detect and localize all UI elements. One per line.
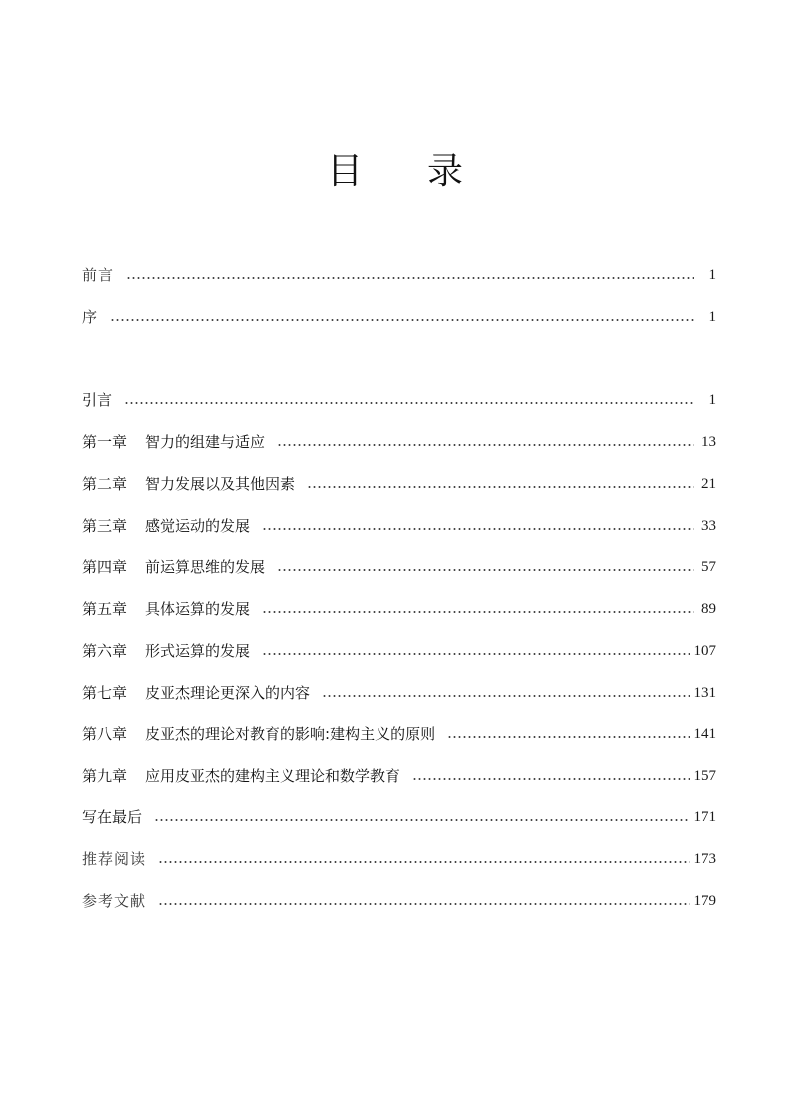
toc-entry-label: 应用皮亚杰的建构主义理论和数学教育: [145, 767, 401, 785]
dot-leader: [124, 402, 694, 404]
toc-entry-chapter-6[interactable]: [82, 640, 716, 662]
toc-page-number: 171: [693, 809, 716, 825]
toc-chapter-number: 第一章: [82, 433, 128, 451]
toc-entry-label: 写在最后: [82, 808, 143, 826]
dot-leader: [154, 819, 689, 821]
toc-entry-label: 引言: [82, 391, 113, 409]
toc-chapter-number: 第四章: [82, 558, 128, 576]
toc-entry-label: 前运算思维的发展: [145, 558, 266, 576]
toc-entry-chapter-4[interactable]: [82, 556, 716, 578]
dot-leader: [110, 319, 694, 321]
dot-leader: [158, 903, 689, 905]
dot-leader: [262, 528, 694, 530]
toc-entry-label: 参考文献: [82, 892, 147, 910]
dot-leader: [322, 695, 689, 697]
toc-page-number: 33: [701, 518, 716, 534]
dot-leader: [412, 778, 689, 780]
dot-leader: [126, 277, 694, 279]
title-part-2: 录: [427, 151, 464, 192]
toc-page-number: 173: [693, 851, 716, 867]
toc-entry-preface[interactable]: [82, 264, 716, 286]
dot-leader: [262, 653, 689, 655]
dot-leader: [307, 486, 694, 488]
toc-entry-label: 皮亚杰理论更深入的内容: [145, 684, 311, 702]
toc-entry-label: 前言: [82, 266, 115, 284]
toc-entry-label: 智力发展以及其他因素: [145, 475, 296, 493]
dot-leader: [277, 444, 694, 446]
toc-chapter-number: 第三章: [82, 517, 128, 535]
toc-page-number: 57: [701, 559, 716, 575]
toc-page-number: 141: [693, 726, 716, 742]
toc-entry-label: 序: [82, 308, 99, 326]
toc-entry-chapter-5[interactable]: [82, 598, 716, 620]
toc-entry-chapter-2[interactable]: [82, 473, 716, 495]
toc-page-number: 13: [701, 434, 716, 450]
toc-page-number: 89: [701, 601, 716, 617]
toc-entry-foreword[interactable]: [82, 306, 716, 328]
toc-page-number: 107: [693, 643, 716, 659]
page-title: [0, 150, 790, 194]
toc-page-number: 131: [693, 685, 716, 701]
toc-chapter-number: 第二章: [82, 475, 128, 493]
toc-entry-label: 智力的组建与适应: [145, 433, 266, 451]
toc-page-number: 157: [693, 768, 716, 784]
toc-page-number: 179: [693, 893, 716, 909]
toc-entry-references[interactable]: [82, 890, 716, 912]
toc-chapter-number: 第六章: [82, 642, 128, 660]
dot-leader: [277, 569, 694, 571]
toc-chapter-number: 第七章: [82, 684, 128, 702]
toc-entry-label: 推荐阅读: [82, 850, 147, 868]
toc-chapter-number: 第九章: [82, 767, 128, 785]
toc-entry-label: 皮亚杰的理论对教育的影响:建构主义的原则: [145, 725, 436, 743]
toc-chapter-number: 第八章: [82, 725, 128, 743]
toc-entry-introduction[interactable]: [82, 389, 716, 411]
toc-entry-chapter-8[interactable]: [82, 723, 716, 745]
toc-entry-label: 形式运算的发展: [145, 642, 251, 660]
toc-page-number: 21: [701, 476, 716, 492]
toc-chapter-number: 第五章: [82, 600, 128, 618]
toc-entry-chapter-3[interactable]: [82, 515, 716, 537]
toc-page-number: 1: [708, 267, 716, 283]
dot-leader: [262, 611, 694, 613]
toc-entry-recommended-reading[interactable]: [82, 848, 716, 870]
dot-leader: [447, 736, 689, 738]
toc-entry-chapter-7[interactable]: [82, 682, 716, 704]
toc-entry-label: 感觉运动的发展: [145, 517, 251, 535]
toc-entry-afterword[interactable]: [82, 806, 716, 828]
toc-entry-chapter-1[interactable]: [82, 431, 716, 453]
dot-leader: [158, 861, 689, 863]
toc-entry-chapter-9[interactable]: [82, 765, 716, 787]
toc-page-number: 1: [708, 392, 716, 408]
title-part-1: 目: [326, 151, 363, 192]
toc-page-number: 1: [708, 309, 716, 325]
toc-entry-label: 具体运算的发展: [145, 600, 251, 618]
